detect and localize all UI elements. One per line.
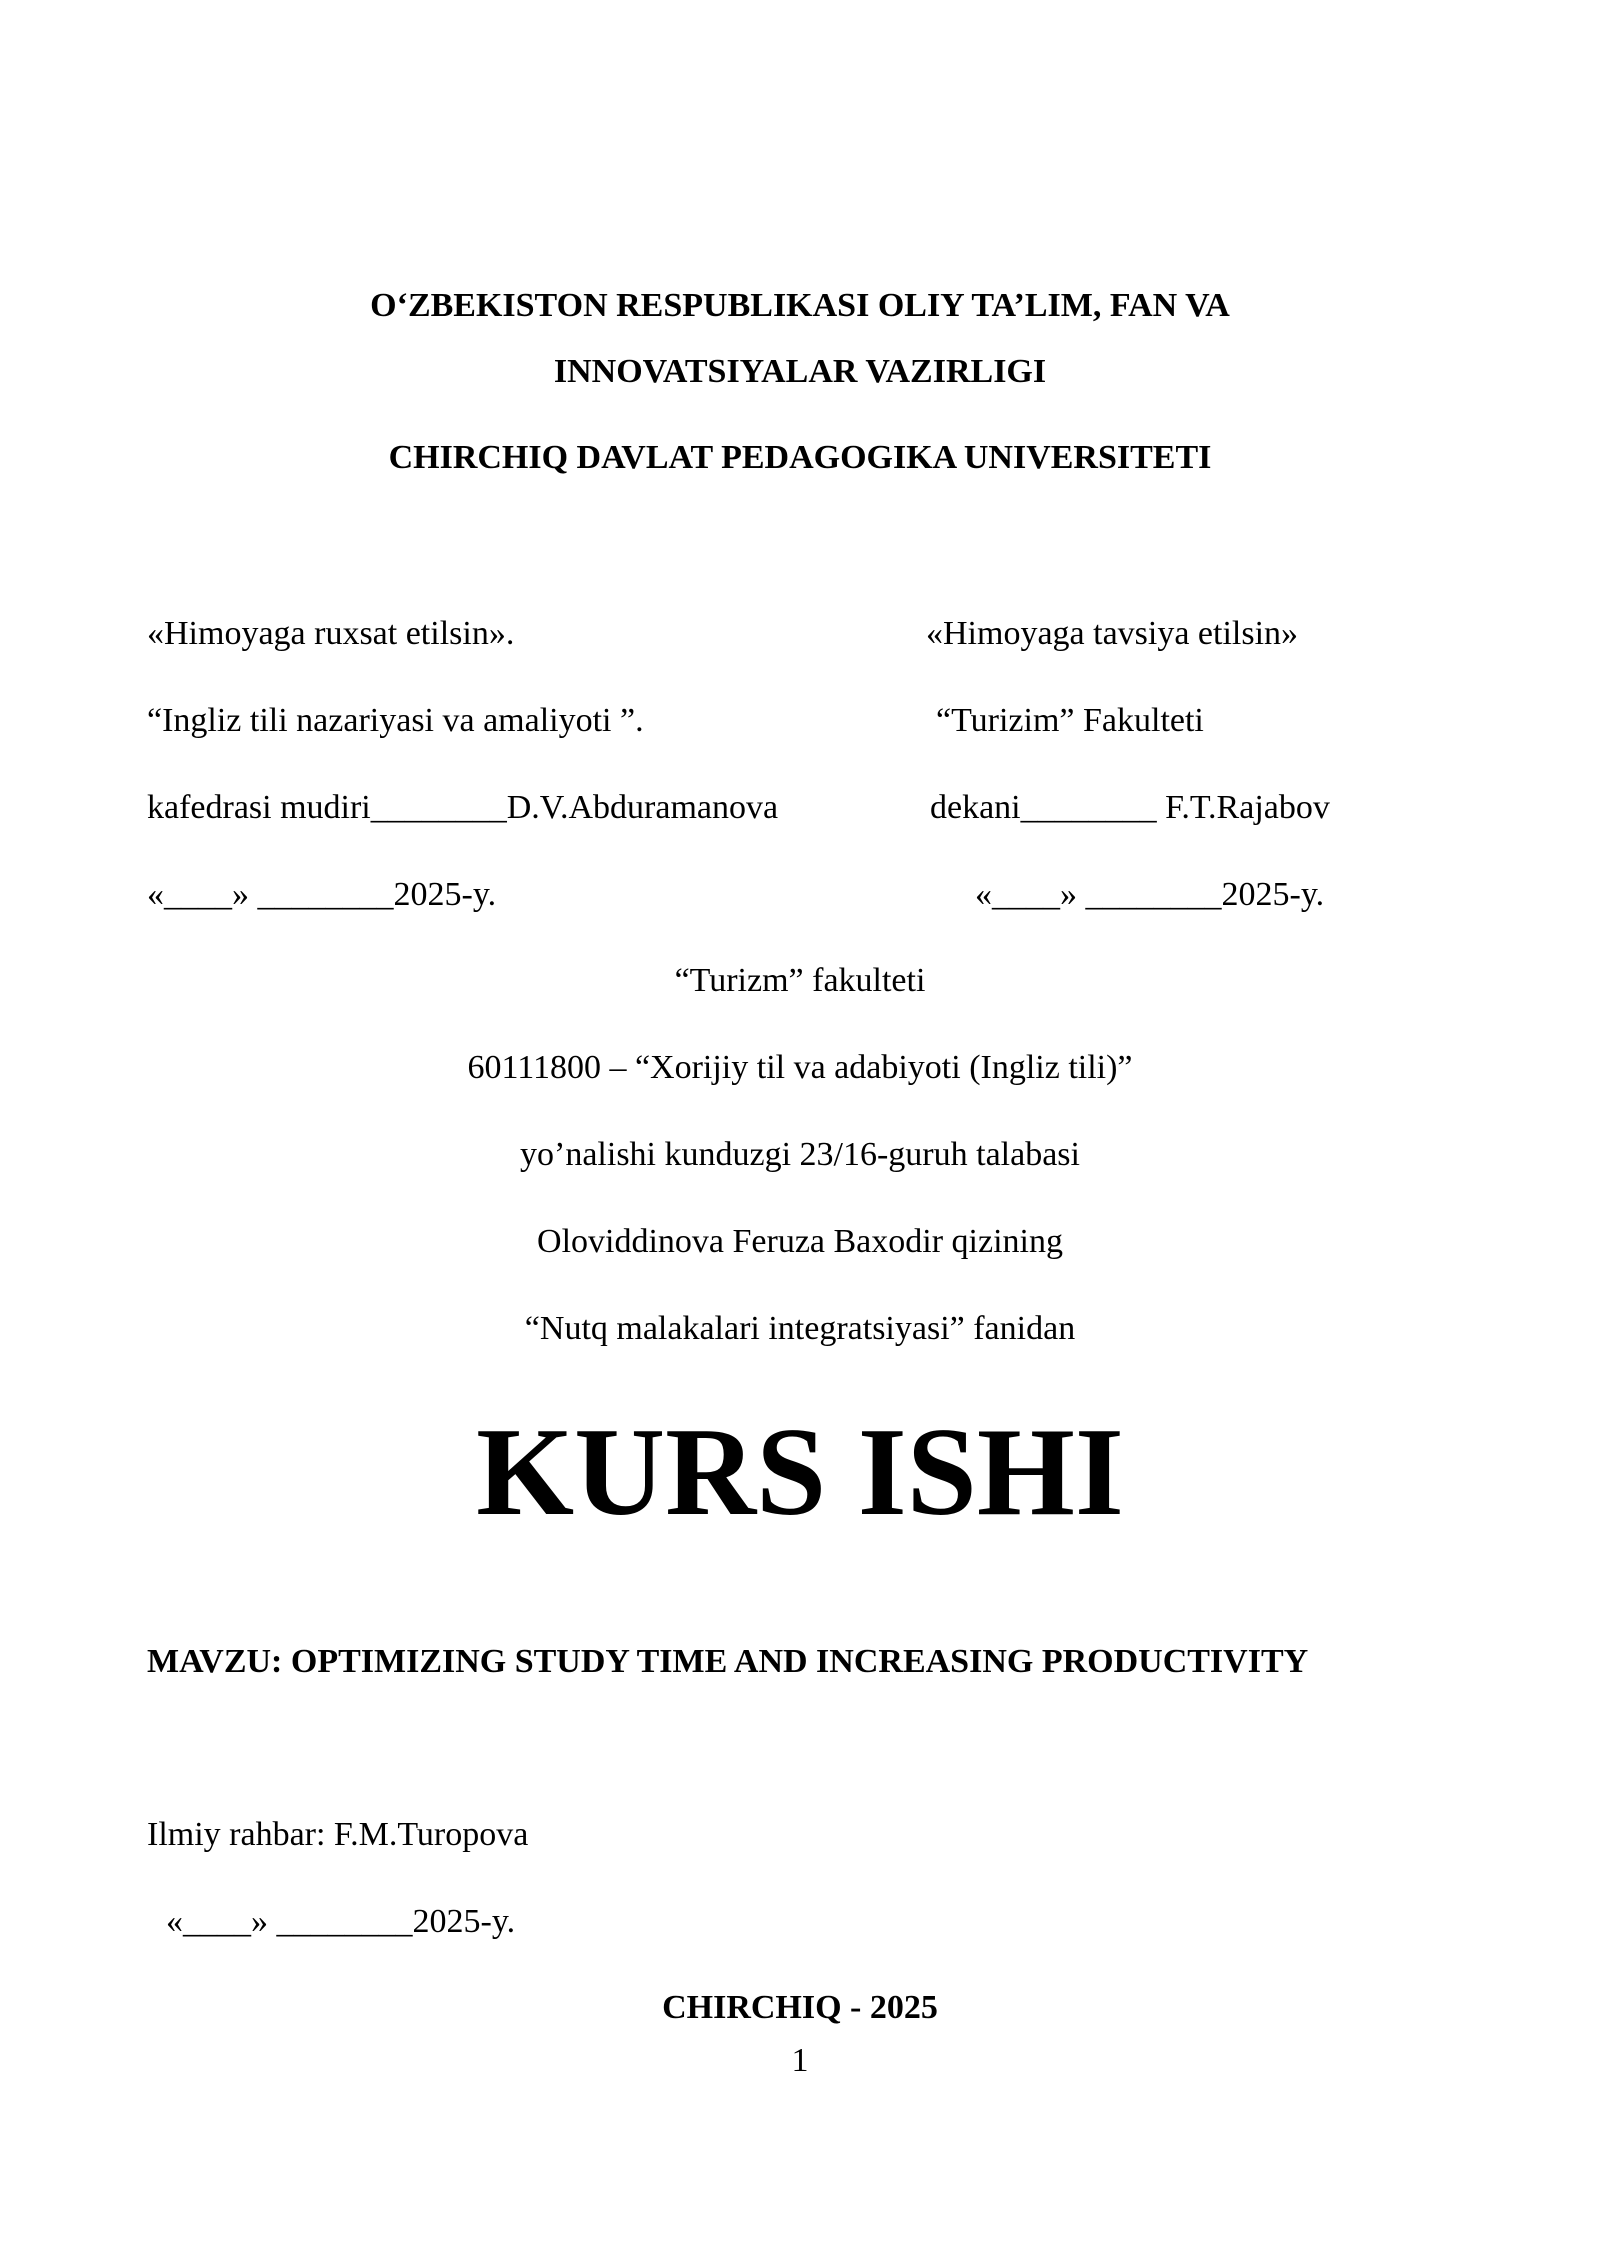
approval-right-line-2: “Turizim” Fakulteti xyxy=(936,702,1204,739)
supervisor-date: «____» ________2025-y. xyxy=(166,1903,516,1940)
program-name: 60111800 – “Xorijiy til va adabiyoti (Ingliz tili)” xyxy=(467,1049,1133,1086)
approval-right-line-4: «____» ________2025-y. xyxy=(975,876,1325,913)
subject-name: “Nutq malakalari integratsiyasi” fanidan xyxy=(524,1310,1076,1347)
city-year: CHIRCHIQ - 2025 xyxy=(662,1989,938,2026)
approval-right-line-1: «Himoyaga tavsiya etilsin» xyxy=(926,615,1299,652)
approval-right-line-3: dekani________ F.T.Rajabov xyxy=(930,789,1330,826)
topic-title: MAVZU: OPTIMIZING STUDY TIME AND INCREASING PRODUCTIVITY xyxy=(147,1643,1309,1680)
document-title: KURS ISHI xyxy=(476,1403,1124,1542)
group-info: yo’nalishi kunduzgi 23/16-guruh talabasi xyxy=(520,1136,1080,1173)
ministry-line-2: INNOVATSIYALAR VAZIRLIGI xyxy=(553,353,1047,390)
faculty-name: “Turizm” fakulteti xyxy=(674,962,926,999)
approval-left-line-1: «Himoyaga ruxsat etilsin». xyxy=(147,615,515,652)
student-name: Oloviddinova Feruza Baxodir qizining xyxy=(537,1223,1063,1260)
university-name: CHIRCHIQ DAVLAT PEDAGOGIKA UNIVERSITETI xyxy=(388,439,1212,476)
page-number: 1 xyxy=(791,2042,809,2079)
approval-left-line-2: “Ingliz tili nazariyasi va amaliyoti ”. xyxy=(147,702,644,739)
approval-left-line-4: «____» ________2025-y. xyxy=(147,876,497,913)
ministry-line-1: O‘ZBEKISTON RESPUBLIKASI OLIY TA’LIM, FAN VA xyxy=(370,287,1230,324)
supervisor-label: Ilmiy rahbar: F.M.Turopova xyxy=(147,1816,529,1853)
approval-left-line-3: kafedrasi mudiri________D.V.Abduramanova xyxy=(147,789,779,826)
